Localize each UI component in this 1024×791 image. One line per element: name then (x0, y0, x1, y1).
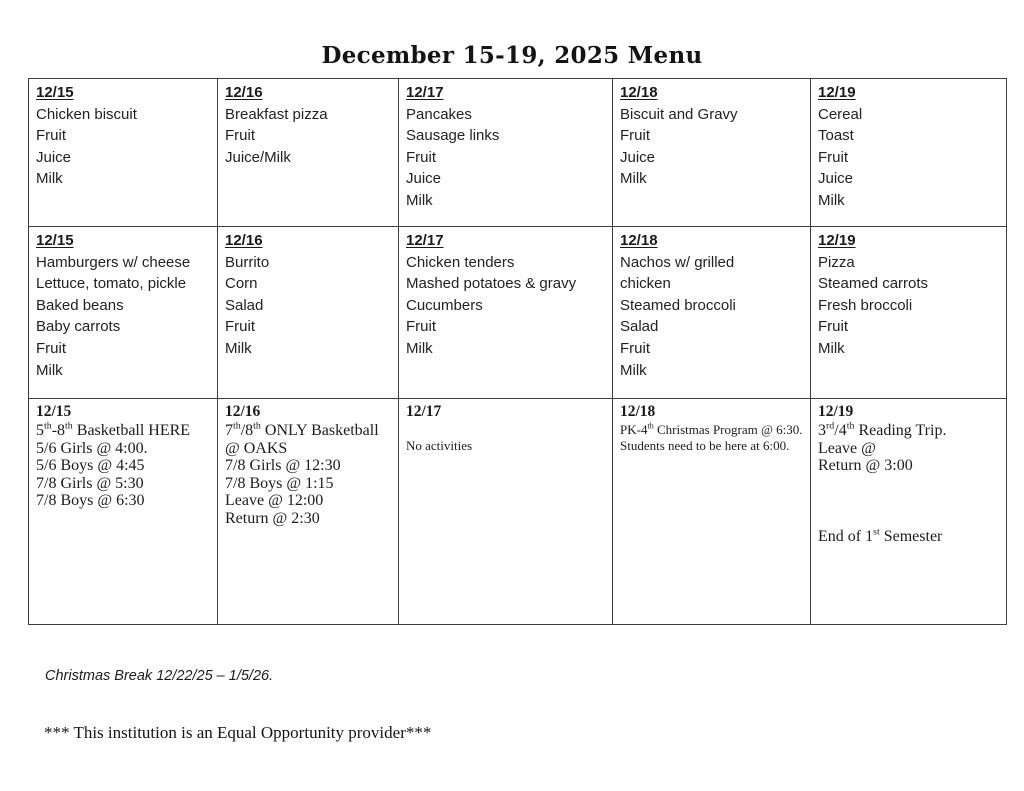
menu-line: Juice (818, 170, 854, 188)
menu-line: 7/8 Boys @ 1:15 (225, 474, 334, 492)
menu-cell (811, 79, 1007, 227)
menu-line: Biscuit and Gravy (620, 105, 738, 123)
menu-cell (811, 227, 1007, 399)
menu-cell (399, 79, 613, 227)
menu-line: Salad (225, 296, 264, 314)
menu-line: chicken (620, 275, 671, 293)
menu-line: Milk (818, 339, 845, 357)
menu-line: Baked beans (36, 296, 124, 314)
menu-line: Chicken tenders (406, 253, 515, 271)
menu-line (818, 475, 1000, 493)
menu-line: Juice/Milk (225, 148, 291, 166)
menu-line: Milk (620, 170, 647, 188)
menu-line: Fruit (818, 148, 848, 166)
cell-date-label: 12/19 (818, 403, 854, 420)
menu-line: Steamed carrots (818, 275, 929, 293)
menu-line: Corn (225, 275, 258, 293)
menu-line: Juice (620, 148, 656, 166)
menu-cell (613, 399, 811, 625)
menu-line: Fruit (225, 127, 255, 145)
menu-line: Cereal (818, 105, 863, 123)
menu-line: Burrito (225, 253, 270, 271)
menu-line: Fruit (225, 318, 255, 336)
menu-cell (399, 399, 613, 625)
christmas-break-note: Christmas Break 12/22/25 – 1/5/26. (45, 668, 274, 684)
menu-cell (613, 227, 811, 399)
menu-cell (29, 79, 218, 227)
menu-line: Pancakes (406, 105, 472, 123)
menu-line: Milk (406, 191, 433, 209)
menu-line (818, 492, 1000, 510)
menu-line: Lettuce, tomato, pickle (36, 275, 187, 293)
cell-date-label: 12/17 (406, 232, 444, 249)
menu-cell (811, 399, 1007, 625)
menu-line: Milk (36, 361, 63, 379)
menu-line: Fruit (620, 127, 650, 145)
menu-cell (218, 399, 399, 625)
cell-date-label: 12/16 (225, 403, 261, 420)
menu-line: @ OAKS (225, 439, 288, 457)
cell-date-label: 12/18 (620, 232, 658, 249)
menu-line: Milk (225, 339, 252, 357)
menu-line: End of 1st Semester (818, 526, 943, 545)
cell-date-label: 12/17 (406, 403, 442, 420)
menu-cell (399, 227, 613, 399)
menu-line: PK-4th Christmas Program @ 6:30. Students need to be here at 6:00. (620, 421, 803, 453)
menu-line: Milk (620, 361, 647, 379)
menu-line: 5/6 Boys @ 4:45 (36, 457, 145, 475)
menu-cell (613, 79, 811, 227)
menu-line: 3rd/4th Reading Trip. (818, 420, 947, 439)
menu-line: Sausage links (406, 127, 500, 145)
menu-line: 7/8 Girls @ 12:30 (225, 457, 341, 475)
menu-table-body (29, 79, 1007, 625)
menu-line: Steamed broccoli (620, 296, 736, 314)
menu-line: Milk (406, 339, 433, 357)
menu-line: Fruit (406, 148, 436, 166)
menu-line: Nachos w/ grilled (620, 253, 735, 271)
cell-date-label: 12/15 (36, 403, 72, 420)
menu-line: Milk (818, 191, 845, 209)
menu-line: Cucumbers (406, 296, 483, 314)
menu-line: 7th/8th ONLY Basketball (225, 420, 379, 439)
menu-cell (218, 227, 399, 399)
menu-row-activities (29, 399, 1007, 625)
menu-line: Leave @ (818, 439, 876, 457)
menu-line (406, 422, 606, 438)
menu-cell (29, 227, 218, 399)
menu-row-lunch (29, 227, 1007, 399)
menu-line: Milk (36, 170, 63, 188)
menu-line: Chicken biscuit (36, 105, 137, 123)
menu-cell (29, 399, 218, 625)
menu-line (818, 510, 1000, 528)
menu-line: Fruit (36, 339, 66, 357)
cell-date-label: 12/16 (225, 232, 263, 249)
menu-table (28, 78, 1007, 625)
menu-line: 7/8 Girls @ 5:30 (36, 474, 144, 492)
menu-row-breakfast (29, 79, 1007, 227)
menu-line: Fruit (36, 127, 66, 145)
menu-cell (218, 79, 399, 227)
menu-line: Mashed potatoes & gravy (406, 275, 577, 293)
menu-line: Hamburgers w/ cheese (36, 253, 191, 271)
menu-line: Juice (36, 148, 72, 166)
cell-date-label: 12/17 (406, 84, 444, 101)
menu-line: Fruit (620, 339, 650, 357)
menu-line: Fruit (406, 318, 436, 336)
menu-line: Pizza (818, 253, 855, 271)
menu-line: Juice (406, 170, 442, 188)
cell-date-label: 12/16 (225, 84, 263, 101)
menu-line: Return @ 2:30 (225, 509, 320, 527)
cell-date-label: 12/18 (620, 84, 658, 101)
menu-line: 5th-8th Basketball HERE (36, 420, 191, 439)
menu-line: 7/8 Boys @ 6:30 (36, 492, 145, 510)
menu-line: No activities (406, 437, 473, 453)
menu-line: Salad (620, 318, 659, 336)
menu-line: Fruit (818, 318, 848, 336)
cell-date-label: 12/19 (818, 84, 856, 101)
menu-line: Baby carrots (36, 318, 121, 336)
cell-date-label: 12/18 (620, 403, 656, 420)
menu-line: Return @ 3:00 (818, 457, 913, 475)
cell-date-label: 12/15 (36, 232, 74, 249)
equal-opportunity-note: *** This institution is an Equal Opportunity provider*** (44, 723, 432, 742)
menu-line: Toast (818, 127, 854, 145)
menu-line: 5/6 Girls @ 4:00. (36, 439, 148, 457)
cell-date-label: 12/19 (818, 232, 856, 249)
menu-line: Fresh broccoli (818, 296, 913, 314)
menu-line: Leave @ 12:00 (225, 492, 324, 510)
cell-date-label: 12/15 (36, 84, 74, 101)
page-title: December 15-19, 2025 Menu (321, 42, 703, 69)
menu-line: Breakfast pizza (225, 105, 328, 123)
